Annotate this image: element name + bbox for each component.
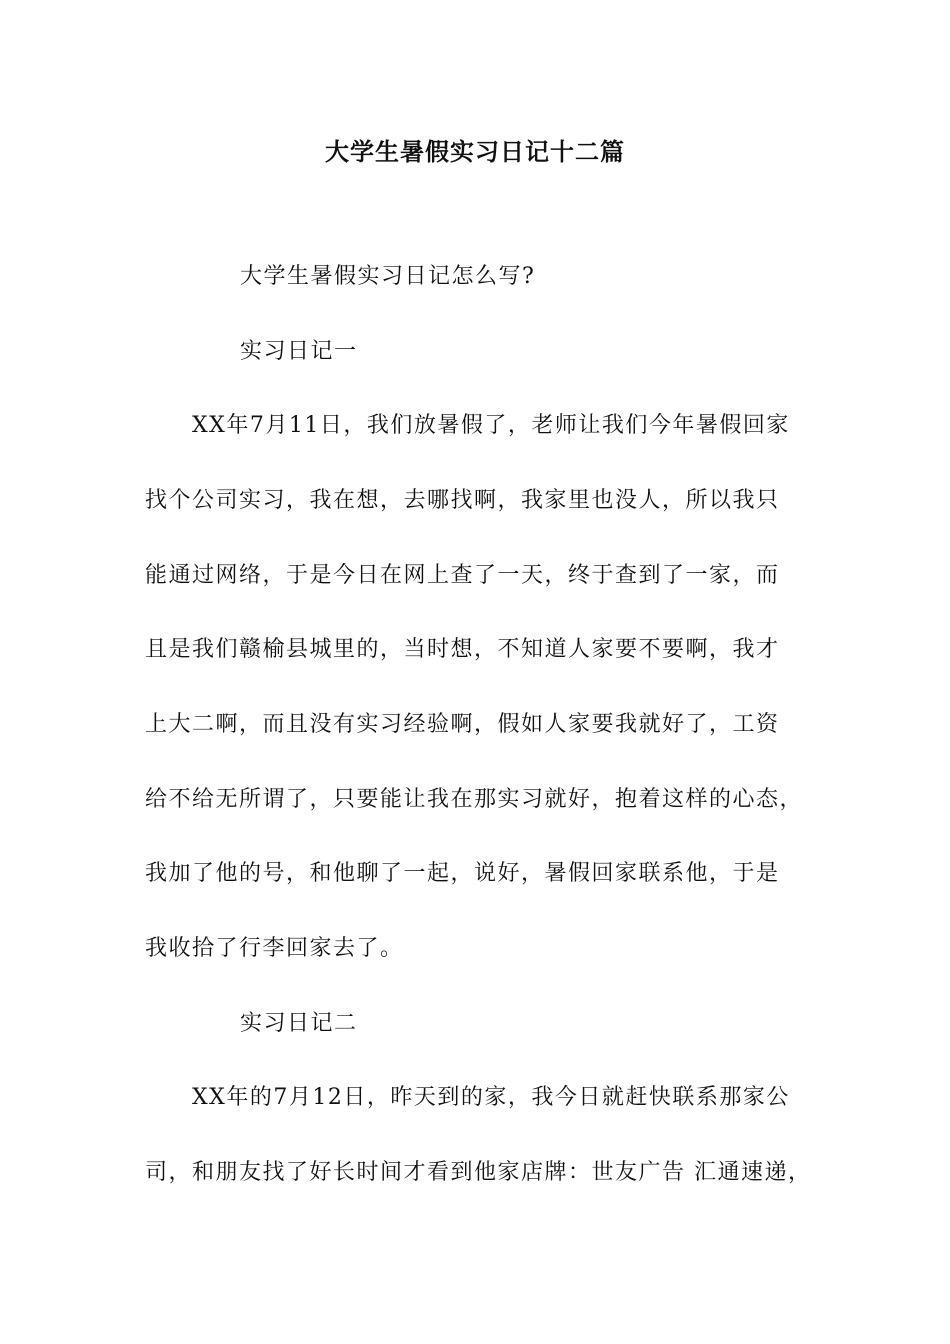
- paragraph-line: 司，和朋友找了好长时间才看到他家店牌：世友广告 汇通速递，: [145, 1160, 812, 1185]
- paragraph-line: 能通过网络，于是今日在网上查了一天，终于查到了一家，而: [145, 563, 780, 588]
- paragraph-line: 我收拾了行李回家去了。: [145, 936, 404, 961]
- paragraph-line: 上大二啊，而且没有实习经验啊，假如人家要我就好了，工资: [145, 712, 780, 737]
- paragraph-line: XX年的7月12日，昨天到的家，我今日就赶快联系那家公: [192, 1085, 790, 1110]
- paragraph-line: 且是我们赣榆县城里的，当时想，不知道人家要不要啊，我才: [145, 637, 780, 662]
- paragraph-line: XX年7月11日，我们放暑假了，老师让我们今年暑假回家: [192, 413, 790, 438]
- paragraph-line: 找个公司实习，我在想，去哪找啊，我家里也没人，所以我只: [145, 488, 780, 513]
- section-heading-diary-1: 实习日记一: [240, 339, 358, 364]
- paragraph-line: 我加了他的号，和他聊了一起，说好，暑假回家联系他，于是: [145, 861, 780, 886]
- paragraph-line: 给不给无所谓了，只要能让我在那实习就好，抱着这样的心态，: [145, 787, 804, 812]
- subtitle-question: 大学生暑假实习日记怎么写?: [240, 264, 536, 289]
- section-heading-diary-2: 实习日记二: [240, 1011, 358, 1036]
- document-title: 大学生暑假实习日记十二篇: [325, 138, 625, 166]
